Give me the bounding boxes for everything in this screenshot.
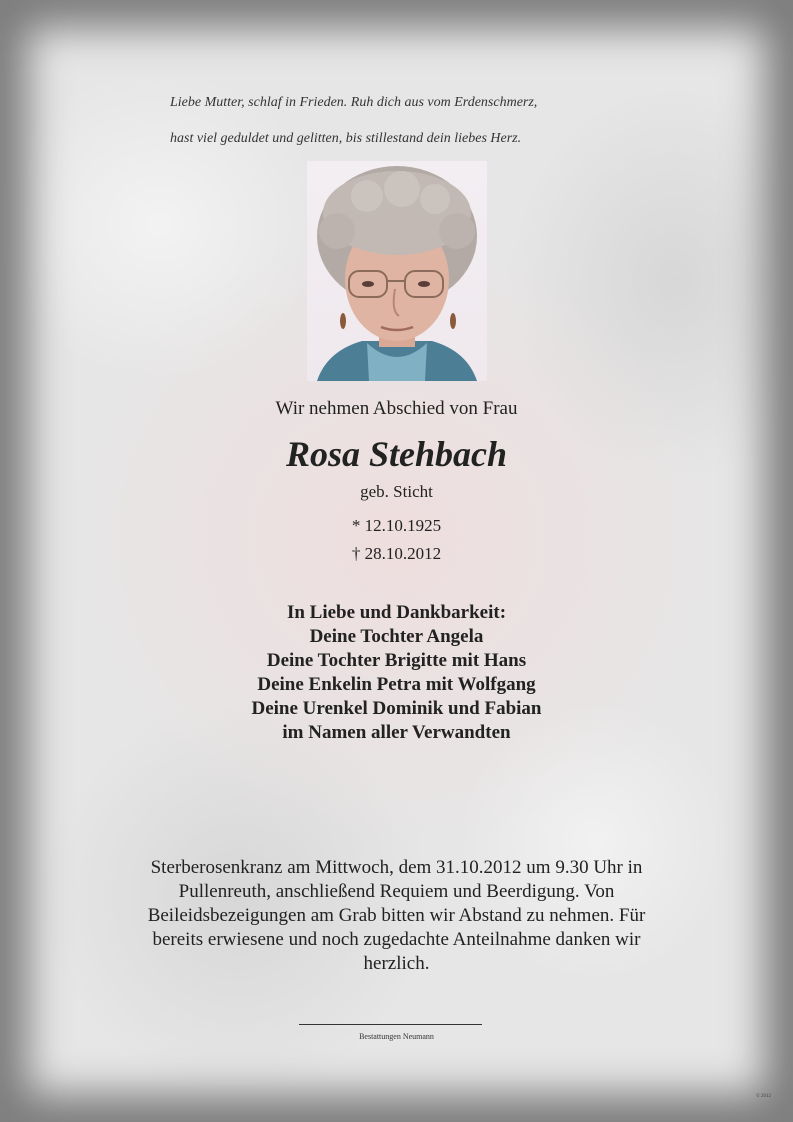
service-line: Pullenreuth, anschließend Requiem und Beerdigung. Von bbox=[178, 881, 615, 902]
life-dates bbox=[0, 512, 793, 568]
mourners-closing: im Namen aller Verwandten bbox=[282, 722, 511, 743]
service-line: Sterberosenkranz am Mittwoch, dem 31.10.2012 um 9.30 Uhr in bbox=[150, 857, 643, 878]
undertaker-name: Bestattungen Neumann bbox=[359, 1032, 434, 1041]
birth-name: geb. Sticht bbox=[360, 482, 433, 501]
farewell-intro: Wir nehmen Abschied von Frau bbox=[275, 398, 518, 419]
signature-divider bbox=[299, 1024, 482, 1025]
verse bbox=[170, 76, 630, 166]
deceased-name: Rosa Stehbach bbox=[285, 434, 508, 474]
portrait-photo bbox=[307, 161, 487, 381]
service-info bbox=[110, 856, 683, 976]
service-line: herzlich. bbox=[363, 953, 430, 974]
mourner: Deine Enkelin Petra mit Wolfgang bbox=[257, 674, 536, 695]
mourners-heading: In Liebe und Dankbarkeit: bbox=[286, 602, 507, 623]
mourner: Deine Tochter Angela bbox=[309, 626, 484, 647]
footer-mark: © 2012 bbox=[755, 1094, 771, 1099]
mourner: Deine Urenkel Dominik und Fabian bbox=[251, 698, 542, 719]
death-date: † 28.10.2012 bbox=[351, 544, 442, 563]
mourners-list bbox=[0, 601, 793, 745]
verse-line-2: hast viel geduldet und gelitten, bis stillestand dein liebes Herz. bbox=[170, 131, 522, 146]
mourner: Deine Tochter Brigitte mit Hans bbox=[266, 650, 527, 671]
service-line: bereits erwiesene und noch zugedachte Anteilnahme danken wir bbox=[152, 929, 641, 950]
birth-date: * 12.10.1925 bbox=[351, 516, 442, 535]
portrait-photo-icon bbox=[307, 161, 487, 381]
verse-line-1: Liebe Mutter, schlaf in Frieden. Ruh dich aus vom Erdenschmerz, bbox=[170, 95, 538, 110]
service-line: Beileidsbezeigungen am Grab bitten wir Abstand zu nehmen. Für bbox=[147, 905, 646, 926]
